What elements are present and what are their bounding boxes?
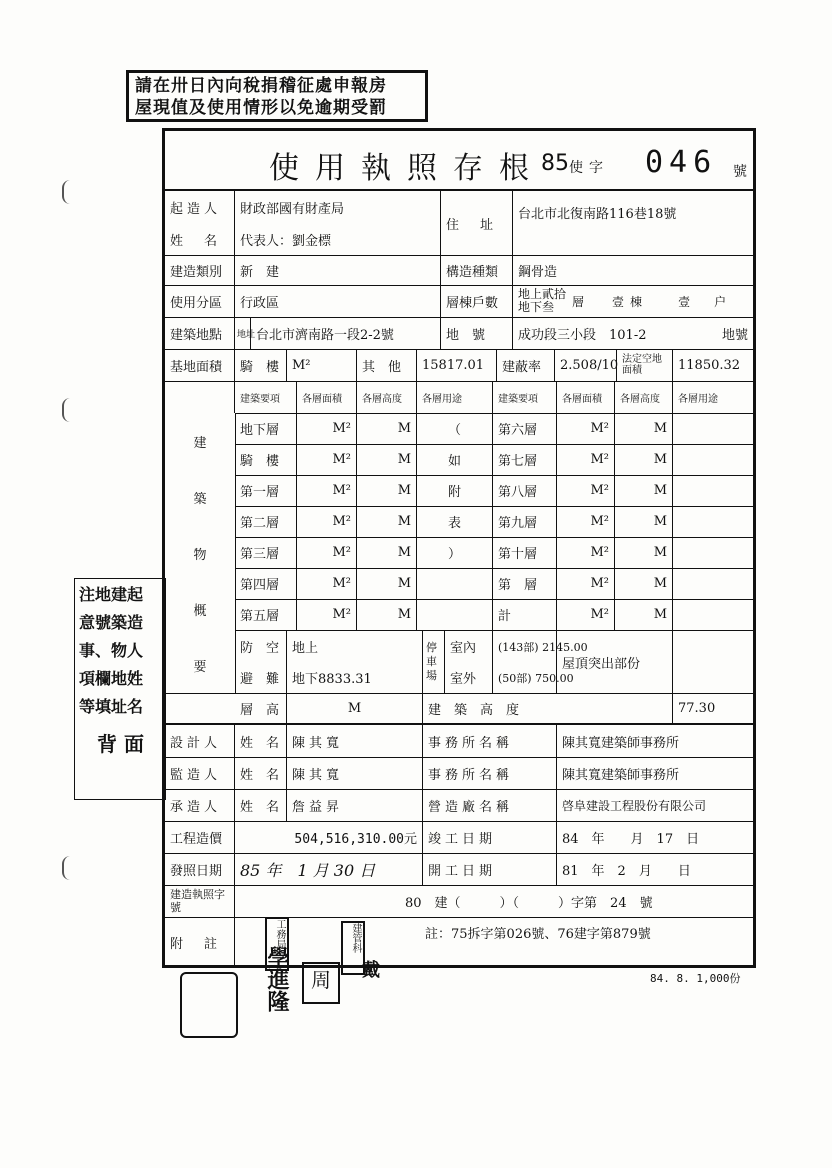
- side-note-text: 注地建起 意號築造 事、物人 項欄地姓 等填址名: [79, 585, 144, 716]
- builder-name: 財政部國有財產局: [240, 201, 345, 217]
- floor-name-right: 第 層: [493, 568, 557, 599]
- use-left: 表: [417, 506, 493, 537]
- cost-row: [165, 821, 753, 854]
- category-value: 新 建: [235, 255, 441, 285]
- remarks-label: 附 註: [165, 917, 235, 967]
- supervisor-office-label: 事務所名稱: [423, 757, 557, 789]
- base-area-label: 基地面積: [165, 349, 235, 381]
- contractor-row: [165, 789, 753, 822]
- height-unit-left: M: [357, 444, 417, 475]
- area-unit-left: M²: [297, 568, 357, 599]
- building-height-value: 77.30: [678, 700, 716, 716]
- use-left: [417, 568, 493, 599]
- supervisor-office: 陳其寬建築師事務所: [562, 767, 680, 783]
- parking-label: 停車場: [423, 631, 445, 693]
- structure-label: 構造種類: [441, 255, 513, 285]
- contractor-office-label: 營造廠名稱: [423, 789, 557, 821]
- area-unit-left: M²: [297, 537, 357, 568]
- side-char-3: 物: [193, 547, 207, 563]
- punch-hole: [62, 398, 78, 422]
- grid-row: [165, 537, 753, 569]
- signature-seal: 學進隆: [264, 946, 290, 1012]
- designer-name: 陳其寬: [287, 725, 423, 757]
- completion-label: 竣工日期: [423, 821, 557, 853]
- height-unit-left: M: [357, 568, 417, 599]
- floors-label: 層棟戶數: [441, 285, 513, 317]
- area-unit-left: M²: [297, 506, 357, 537]
- area-unit-right: M²: [557, 506, 615, 537]
- area-unit-left: M²: [297, 475, 357, 506]
- grid-row: [165, 506, 753, 538]
- zone-value: 行政區: [235, 285, 441, 317]
- contractor-name: 詹益昇: [287, 789, 423, 821]
- print-code: 84. 8. 1,000份: [650, 972, 741, 985]
- start-date: 81 年 2 月 日: [562, 863, 691, 879]
- permit-label: 建造執照字號: [165, 885, 235, 917]
- hu-count: 壹: [678, 294, 691, 309]
- side-note-back: 背 面: [97, 732, 144, 756]
- address-label: 住 址: [441, 191, 513, 255]
- notice-line-1: 請在卅日內向稅捐稽征處申報房: [135, 76, 387, 96]
- legal-space-value: 11850.32: [678, 357, 741, 373]
- floor-name-right: 第十層: [493, 537, 557, 568]
- base-area-row: [165, 349, 753, 382]
- designer-row: [165, 725, 753, 758]
- shelter-label-a: 防 空: [240, 641, 280, 656]
- seal-5: 戴: [359, 960, 380, 978]
- contractor-office: 啓阜建設工程股份有限公司: [562, 798, 707, 813]
- title-zi: 使字: [569, 160, 609, 176]
- height-unit-right: M: [615, 506, 673, 537]
- builder-name-label: 姓 名: [170, 233, 222, 249]
- permit-row: [165, 885, 753, 918]
- remarks-value: 註：75拆字第026號、76建字第879號: [425, 927, 651, 942]
- side-char-4: 概: [193, 603, 207, 619]
- start-label: 開工日期: [423, 853, 557, 885]
- roof-label: 屋頂突出部份: [557, 631, 673, 693]
- issue-row: [165, 853, 753, 886]
- height-unit-right: M: [615, 537, 673, 568]
- use-left: [417, 599, 493, 630]
- permit-form: [162, 128, 756, 968]
- height-unit-right: M: [615, 413, 673, 444]
- contractor-label: 承造人: [165, 789, 235, 821]
- floor-name-right: 第八層: [493, 475, 557, 506]
- grid-row: [165, 568, 753, 600]
- building-height-label: 建 築 高 度: [423, 693, 673, 723]
- builder-label: 起造人: [170, 201, 222, 217]
- category-row: [165, 255, 753, 286]
- height-unit-left: M: [357, 537, 417, 568]
- cost-value: 504,516,310.00元: [235, 821, 423, 853]
- height-unit-left: M: [357, 599, 417, 630]
- designer-name-label: 姓 名: [235, 725, 287, 757]
- issue-label: 發照日期: [165, 853, 235, 885]
- form-title: 使用執照存根: [269, 151, 545, 186]
- floor-name-left: 第四層: [235, 568, 297, 599]
- area-unit-right: M²: [557, 475, 615, 506]
- indoor-value: (143部) 2145.00: [498, 640, 588, 654]
- floor-name-left: 第三層: [235, 537, 297, 568]
- builder-row: [165, 191, 753, 256]
- use-left: （: [417, 413, 493, 444]
- use-right: [673, 475, 753, 506]
- supervisor-label: 監造人: [165, 757, 235, 789]
- dong-unit: 棟: [630, 294, 643, 309]
- outdoor-value: (50部) 750.00: [498, 671, 574, 685]
- side-char-2: 築: [193, 491, 207, 507]
- floor-name-left: 地下層: [235, 413, 297, 444]
- height-unit-right: M: [615, 568, 673, 599]
- use-right: [673, 537, 753, 568]
- seal-1: 工務局: [265, 917, 289, 971]
- col-header-3: 各層高度: [357, 381, 417, 413]
- side-char-5: 要: [193, 659, 207, 675]
- side-char-1: 建: [193, 435, 207, 451]
- remarks-row: [165, 917, 753, 967]
- height-unit-right: M: [615, 599, 673, 630]
- arcade-unit: M²: [287, 349, 357, 381]
- area-unit-right: M²: [557, 568, 615, 599]
- site-label: 建築地點: [165, 317, 235, 349]
- seal-4: 建管科: [341, 921, 365, 975]
- site-label-small: 地址: [235, 317, 251, 349]
- height-unit-right: M: [615, 444, 673, 475]
- area-unit-right: M²: [557, 599, 615, 630]
- notice-stamp: [126, 70, 428, 122]
- height-unit-left: M: [357, 475, 417, 506]
- grid-row: [165, 599, 753, 631]
- area-unit-right: M²: [557, 413, 615, 444]
- col-header-8: 各層用途: [678, 393, 718, 405]
- shelter-above: 地上: [292, 641, 319, 656]
- lot-label: 地 號: [441, 317, 513, 349]
- grid-row: [165, 413, 753, 445]
- lot-value: 成功段三小段 101-2: [518, 327, 647, 343]
- grid-row: [165, 475, 753, 507]
- grid-row: [165, 444, 753, 476]
- base-area-value: 15817.01: [417, 349, 497, 381]
- use-right: [673, 506, 753, 537]
- category-label: 建造類別: [165, 255, 235, 285]
- other-label: 其 他: [357, 349, 417, 381]
- floors-below: 地下叁: [518, 300, 555, 314]
- cost-label: 工程造價: [165, 821, 235, 853]
- use-right: [673, 444, 753, 475]
- area-unit-left: M²: [297, 599, 357, 630]
- height-unit-left: M: [357, 413, 417, 444]
- punch-hole: [62, 856, 78, 880]
- floor-name-left: 第一層: [235, 475, 297, 506]
- punch-hole: [62, 180, 78, 204]
- dong-count: 壹: [612, 294, 625, 309]
- floor-name-left: 騎 樓: [235, 444, 297, 475]
- col-header-5: 建築要項: [493, 381, 557, 413]
- builder-address: 台北市北復南路116巷18號: [518, 207, 677, 222]
- height-unit-right: M: [615, 475, 673, 506]
- height-row: 層 高 M 建 築 高 度 77.30: [165, 693, 753, 725]
- floor-name-right: 第六層: [493, 413, 557, 444]
- site-row: [165, 317, 753, 350]
- area-unit-right: M²: [557, 444, 615, 475]
- designer-office: 陳其寬建築師事務所: [562, 735, 680, 751]
- grid-header-row: [165, 381, 753, 414]
- lot-suffix: 地號: [721, 327, 748, 343]
- col-header-4: 各層用途: [417, 381, 493, 413]
- structure-value: 鋼骨造: [518, 264, 558, 280]
- designer-label: 設計人: [165, 725, 235, 757]
- floor-name-right: 計: [493, 599, 557, 630]
- col-header-1: 建築要項: [235, 381, 297, 413]
- use-right: [673, 599, 753, 630]
- use-left: 附: [417, 475, 493, 506]
- permit-number: 046: [645, 145, 718, 180]
- title-row: [165, 131, 753, 191]
- title-hao: 號: [733, 164, 747, 180]
- area-unit-right: M²: [557, 537, 615, 568]
- indoor-label: 室內: [450, 641, 477, 656]
- floor-name-left: 第五層: [235, 599, 297, 630]
- supervisor-row: [165, 757, 753, 790]
- col-header-2: 各層面積: [297, 381, 357, 413]
- area-unit-left: M²: [297, 413, 357, 444]
- title-year: 85: [541, 151, 569, 176]
- issue-date: 85 年 1 月 30 日: [235, 853, 423, 885]
- area-unit-left: M²: [297, 444, 357, 475]
- official-seal: [180, 972, 238, 1038]
- site-address: 台北市濟南路一段2-2號: [251, 317, 441, 349]
- floors-ceng: 層: [572, 294, 585, 309]
- coverage-value: 2.508/10: [555, 349, 617, 381]
- use-right: [673, 413, 753, 444]
- coverage-label: 建蔽率: [497, 349, 555, 381]
- contractor-name-label: 姓 名: [235, 789, 287, 821]
- floor-height-label: 層 高: [235, 693, 287, 723]
- side-note: [74, 578, 166, 800]
- use-left: ）: [417, 537, 493, 568]
- floor-name-right: 第七層: [493, 444, 557, 475]
- shelter-below: 地下8833.31: [292, 672, 372, 687]
- seal-3: 周: [302, 962, 340, 1004]
- permit-value: 80 建（ ）（ ）字第 24 號: [405, 895, 653, 911]
- use-right: [673, 568, 753, 599]
- supervisor-name-label: 姓 名: [235, 757, 287, 789]
- legal-space-label: 法定空地面積: [617, 349, 673, 381]
- use-left: 如: [417, 444, 493, 475]
- completion-date: 84 年 月 17 日: [562, 831, 700, 847]
- supervisor-name: 陳其寬: [287, 757, 423, 789]
- zone-row: [165, 285, 753, 318]
- floor-name-right: 第九層: [493, 506, 557, 537]
- col-header-6: 各層面積: [557, 381, 615, 413]
- floors-above: 地上貳拾: [518, 287, 567, 301]
- zone-label: 使用分區: [165, 285, 235, 317]
- designer-office-label: 事務所名稱: [423, 725, 557, 757]
- builder-rep: 代表人：劉金標: [240, 233, 332, 249]
- floor-name-left: 第二層: [235, 506, 297, 537]
- arcade-label: 騎 樓: [235, 349, 287, 381]
- shelter-label-b: 避 難: [240, 672, 280, 687]
- outdoor-label: 室外: [450, 672, 477, 687]
- col-header-7: 各層高度: [615, 381, 673, 413]
- shelter-row: [165, 631, 753, 694]
- height-unit-left: M: [357, 506, 417, 537]
- hu-unit: 户: [714, 294, 727, 309]
- notice-line-2: 屋現值及使用情形以免逾期受罰: [135, 98, 387, 118]
